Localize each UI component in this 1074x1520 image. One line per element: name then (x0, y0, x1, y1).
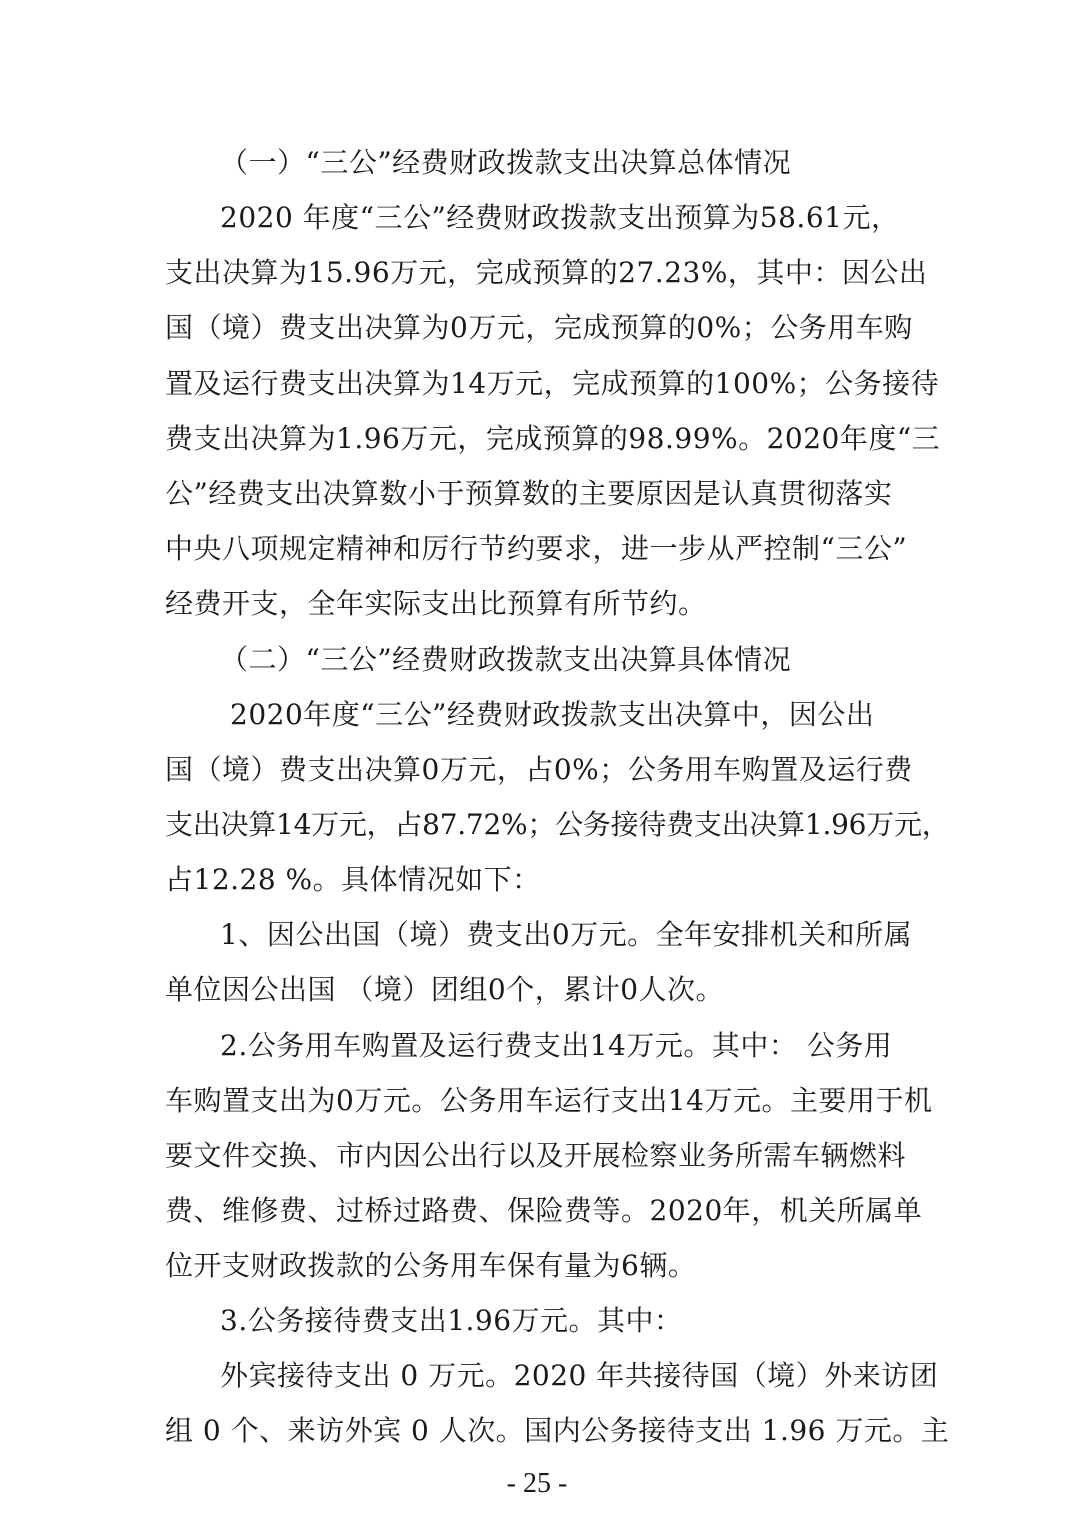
paragraph-line: 国（境）费支出决算为0万元，完成预算的0%；公务用车购 (165, 311, 913, 344)
section-heading-2: （二）“三公”经费财政拨款支出决算具体情况 (220, 643, 792, 676)
paragraph-line: 公”经费支出决算数小于预算数的主要原因是认真贯彻落实 (165, 477, 893, 510)
paragraph-line: 费支出决算为1.96万元，完成预算的98.99%。2020年度“三 (165, 422, 941, 455)
paragraph-line: 组 0 个、来访外宾 0 人次。国内公务接待支出 1.96 万元。主 (165, 1414, 950, 1447)
list-item-3: 3.公务接待费支出1.96万元。其中： (220, 1304, 683, 1337)
paragraph-line: 外宾接待支出 0 万元。2020 年共接待国（境）外来访团 (220, 1359, 939, 1392)
section-heading-1: （一）“三公”经费财政拨款支出决算总体情况 (220, 146, 792, 179)
paragraph-line: 位开支财政拨款的公务用车保有量为6辆。 (165, 1249, 697, 1282)
paragraph-line: 国（境）费支出决算0万元，占0%；公务用车购置及运行费 (165, 753, 913, 786)
paragraph-line: 车购置支出为0万元。公务用车运行支出14万元。主要用于机 (165, 1084, 933, 1117)
paragraph-line: 占12.28 %。具体情况如下： (165, 863, 541, 896)
paragraph-line: 2020年度“三公”经费财政拨款支出决算中，因公出 (230, 698, 875, 731)
paragraph-line: 置及运行费支出决算为14万元，完成预算的100%；公务接待 (165, 367, 940, 400)
list-item-2: 2.公务用车购置及运行费支出14万元。其中： 公务用 (220, 1029, 893, 1062)
paragraph-line: 要文件交换、市内因公出行以及开展检察业务所需车辆燃料 (165, 1139, 907, 1172)
paragraph-line: 支出决算为15.96万元，完成预算的27.23%，其中：因公出 (165, 256, 928, 289)
paragraph-line: 经费开支，全年实际支出比预算有所节约。 (165, 587, 707, 620)
paragraph-line: 2020 年度“三公”经费财政拨款支出预算为58.61元， (220, 201, 900, 234)
list-item-1: 1、因公出国（境）费支出0万元。全年安排机关和所属 (220, 918, 913, 951)
paragraph-line: 单位因公出国 （境）团组0个，累计0人次。 (165, 973, 725, 1006)
paragraph-line: 费、维修费、过桥过路费、保险费等。2020年，机关所属单 (165, 1194, 923, 1227)
paragraph-line: 支出决算14万元，占87.72%；公务接待费支出决算1.96万元， (165, 808, 950, 841)
paragraph-line: 中央八项规定精神和厉行节约要求，进一步从严控制“三公” (165, 532, 908, 565)
page-number: - 25 - (506, 1468, 568, 1499)
